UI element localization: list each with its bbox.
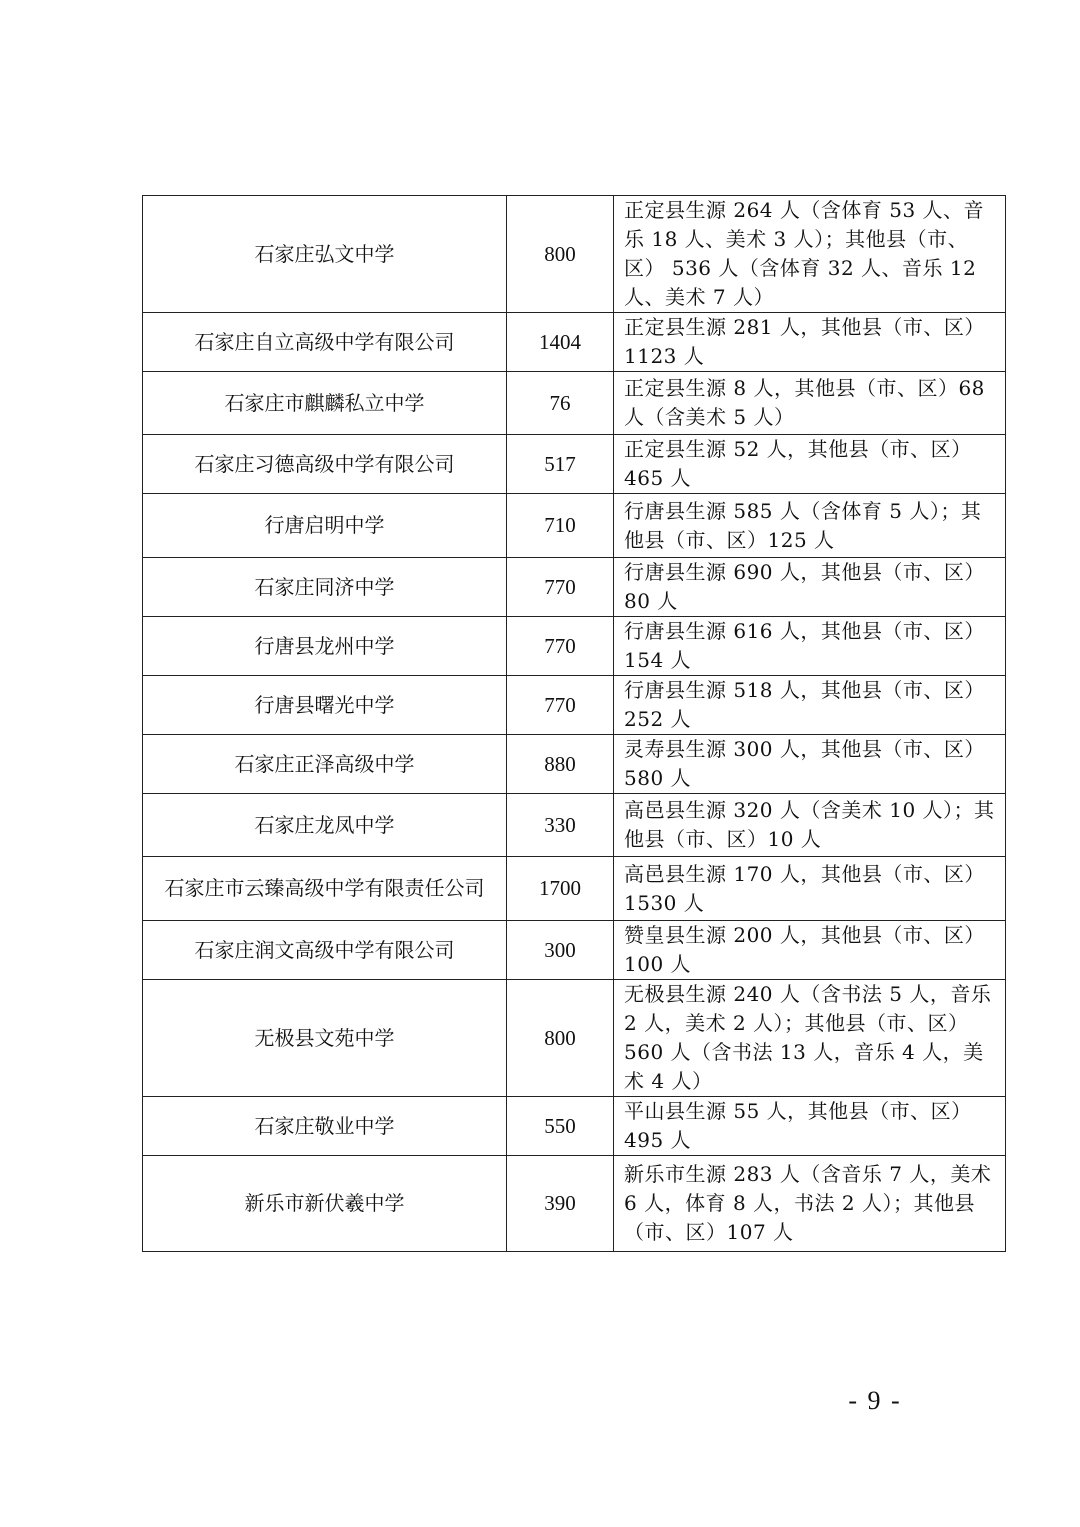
student-source-cell: 高邑县生源 320 人（含美术 10 人）；其他县（市、区）10 人 [614,794,1006,857]
school-name-cell: 石家庄同济中学 [143,558,507,617]
school-name-cell: 无极县文苑中学 [143,980,507,1097]
school-name-cell: 石家庄自立高级中学有限公司 [143,313,507,372]
school-name-cell: 石家庄正泽高级中学 [143,735,507,794]
plan-count-cell: 1404 [507,313,614,372]
plan-count-cell: 880 [507,735,614,794]
student-source-cell: 行唐县生源 690 人，其他县（市、区）80 人 [614,558,1006,617]
plan-count-cell: 390 [507,1156,614,1252]
school-name-cell: 行唐县曙光中学 [143,676,507,735]
plan-count-cell: 800 [507,980,614,1097]
table-row [143,857,1006,921]
student-source-cell: 新乐市生源 283 人（含音乐 7 人，美术 6 人，体育 8 人，书法 2 人）；其他县（市、区）107 人 [614,1156,1006,1252]
student-source-cell: 正定县生源 281 人，其他县（市、区）1123 人 [614,313,1006,372]
table-row [143,435,1006,494]
table-row [143,313,1006,372]
table-row [143,921,1006,980]
student-source-cell: 正定县生源 52 人，其他县（市、区）465 人 [614,435,1006,494]
student-source-cell: 高邑县生源 170 人，其他县（市、区）1530 人 [614,857,1006,921]
plan-count-cell: 517 [507,435,614,494]
student-source-cell: 无极县生源 240 人（含书法 5 人，音乐 2 人，美术 2 人）；其他县（市、区）560 人（含书法 13 人，音乐 4 人，美术 4 人） [614,980,1006,1097]
plan-count-cell: 1700 [507,857,614,921]
school-name-cell: 行唐县龙州中学 [143,617,507,676]
student-source-cell: 行唐县生源 585 人（含体育 5 人）；其他县（市、区）125 人 [614,494,1006,558]
plan-count-cell: 770 [507,558,614,617]
plan-count-cell: 770 [507,617,614,676]
school-name-cell: 石家庄市云臻高级中学有限责任公司 [143,857,507,921]
student-source-cell: 灵寿县生源 300 人，其他县（市、区）580 人 [614,735,1006,794]
school-name-cell: 石家庄敬业中学 [143,1097,507,1156]
school-name-cell: 石家庄市麒麟私立中学 [143,372,507,435]
plan-count-cell: 550 [507,1097,614,1156]
table-row [143,735,1006,794]
school-name-cell: 行唐启明中学 [143,494,507,558]
plan-count-cell: 770 [507,676,614,735]
plan-count-cell: 330 [507,794,614,857]
student-source-cell: 行唐县生源 616 人，其他县（市、区）154 人 [614,617,1006,676]
table-row [143,1156,1006,1252]
student-source-cell: 行唐县生源 518 人，其他县（市、区）252 人 [614,676,1006,735]
plan-count-cell: 710 [507,494,614,558]
student-source-cell: 正定县生源 264 人（含体育 53 人、音乐 18 人、美术 3 人）；其他县（市、区） 536 人（含体育 32 人、音乐 12 人、美术 7 人） [614,196,1006,313]
table-row [143,794,1006,857]
plan-count-cell: 76 [507,372,614,435]
page-number: - 9 - [848,1386,902,1415]
table-row [143,676,1006,735]
plan-count-cell: 800 [507,196,614,313]
table-row [143,617,1006,676]
student-source-cell: 正定县生源 8 人，其他县（市、区）68 人（含美术 5 人） [614,372,1006,435]
table-row [143,372,1006,435]
plan-count-cell: 300 [507,921,614,980]
school-name-cell: 石家庄润文高级中学有限公司 [143,921,507,980]
school-name-cell: 石家庄习德高级中学有限公司 [143,435,507,494]
table-body [143,196,1006,1252]
table-row [143,1097,1006,1156]
student-source-cell: 平山县生源 55 人，其他县（市、区）495 人 [614,1097,1006,1156]
school-name-cell: 石家庄龙凤中学 [143,794,507,857]
table-row [143,980,1006,1097]
student-source-cell: 赞皇县生源 200 人，其他县（市、区）100 人 [614,921,1006,980]
school-name-cell: 新乐市新伏羲中学 [143,1156,507,1252]
table-row [143,494,1006,558]
table-row [143,558,1006,617]
enrollment-table [142,195,1006,1252]
table-row [143,196,1006,313]
school-name-cell: 石家庄弘文中学 [143,196,507,313]
